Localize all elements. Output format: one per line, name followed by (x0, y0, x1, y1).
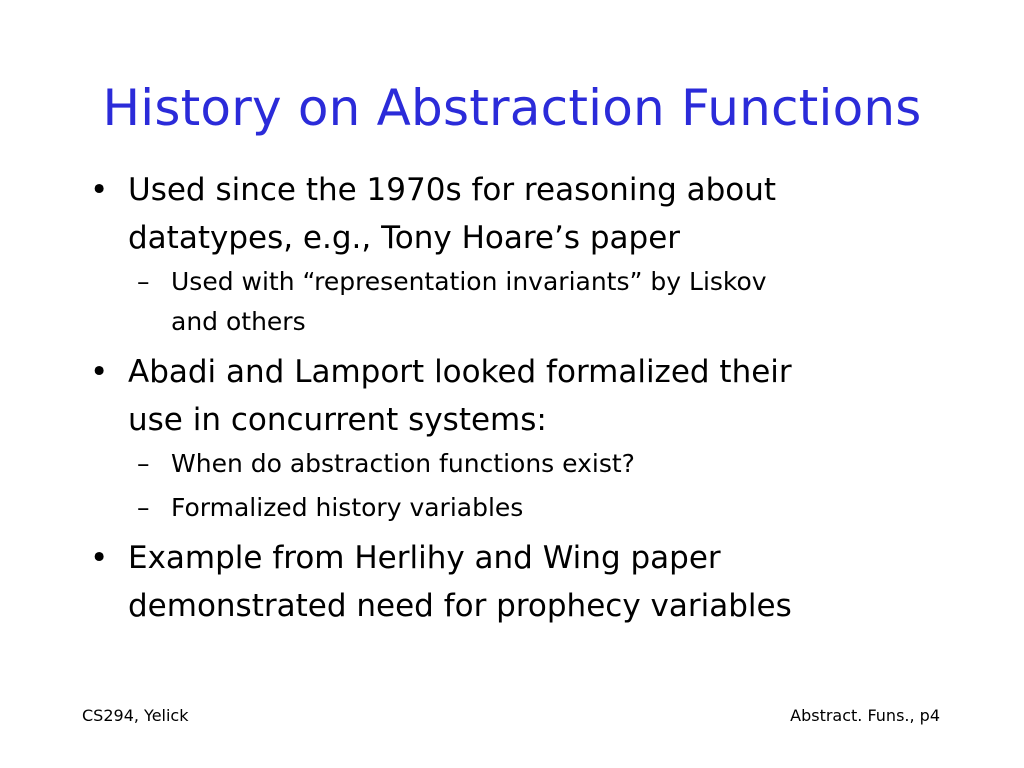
footer-page-label: Abstract. Funs., p4 (790, 706, 940, 725)
sub-bullet-1-1 (137, 262, 990, 342)
sub-bullet-2-1 (137, 444, 990, 484)
bullet-marker: • (90, 540, 109, 576)
footer-course-author: CS294, Yelick (82, 706, 189, 725)
bullet-3 (90, 534, 990, 630)
dash-marker: – (137, 267, 150, 296)
bullet-marker: • (90, 172, 109, 208)
bullet-2-line-1: Abadi and Lamport looked formalized their (128, 354, 792, 390)
dash-marker: – (137, 493, 150, 522)
sub-bullet-1-1-line-2: and others (171, 307, 306, 336)
slide-title: History on Abstraction Functions (102, 79, 922, 137)
bullet-marker: • (90, 354, 109, 390)
bullet-3-line-1: Example from Herlihy and Wing paper (128, 540, 721, 576)
sub-bullet-2-2 (137, 488, 990, 528)
bullet-2-line-2: use in concurrent systems: (128, 402, 547, 438)
sub-bullet-1-1-line-1: Used with “representation invariants” by Liskov (171, 267, 767, 296)
bullet-2 (90, 348, 990, 444)
bullet-3-line-2: demonstrated need for prophecy variables (128, 588, 792, 624)
sub-bullet-2-1-line-1: When do abstraction functions exist? (171, 449, 635, 478)
bullet-1-line-1: Used since the 1970s for reasoning about (128, 172, 777, 208)
slide-content (90, 166, 990, 630)
sub-bullet-2-2-line-1: Formalized history variables (171, 493, 524, 522)
dash-marker: – (137, 449, 150, 478)
bullet-1-line-2: datatypes, e.g., Tony Hoare’s paper (128, 220, 681, 256)
bullet-1 (90, 166, 990, 262)
